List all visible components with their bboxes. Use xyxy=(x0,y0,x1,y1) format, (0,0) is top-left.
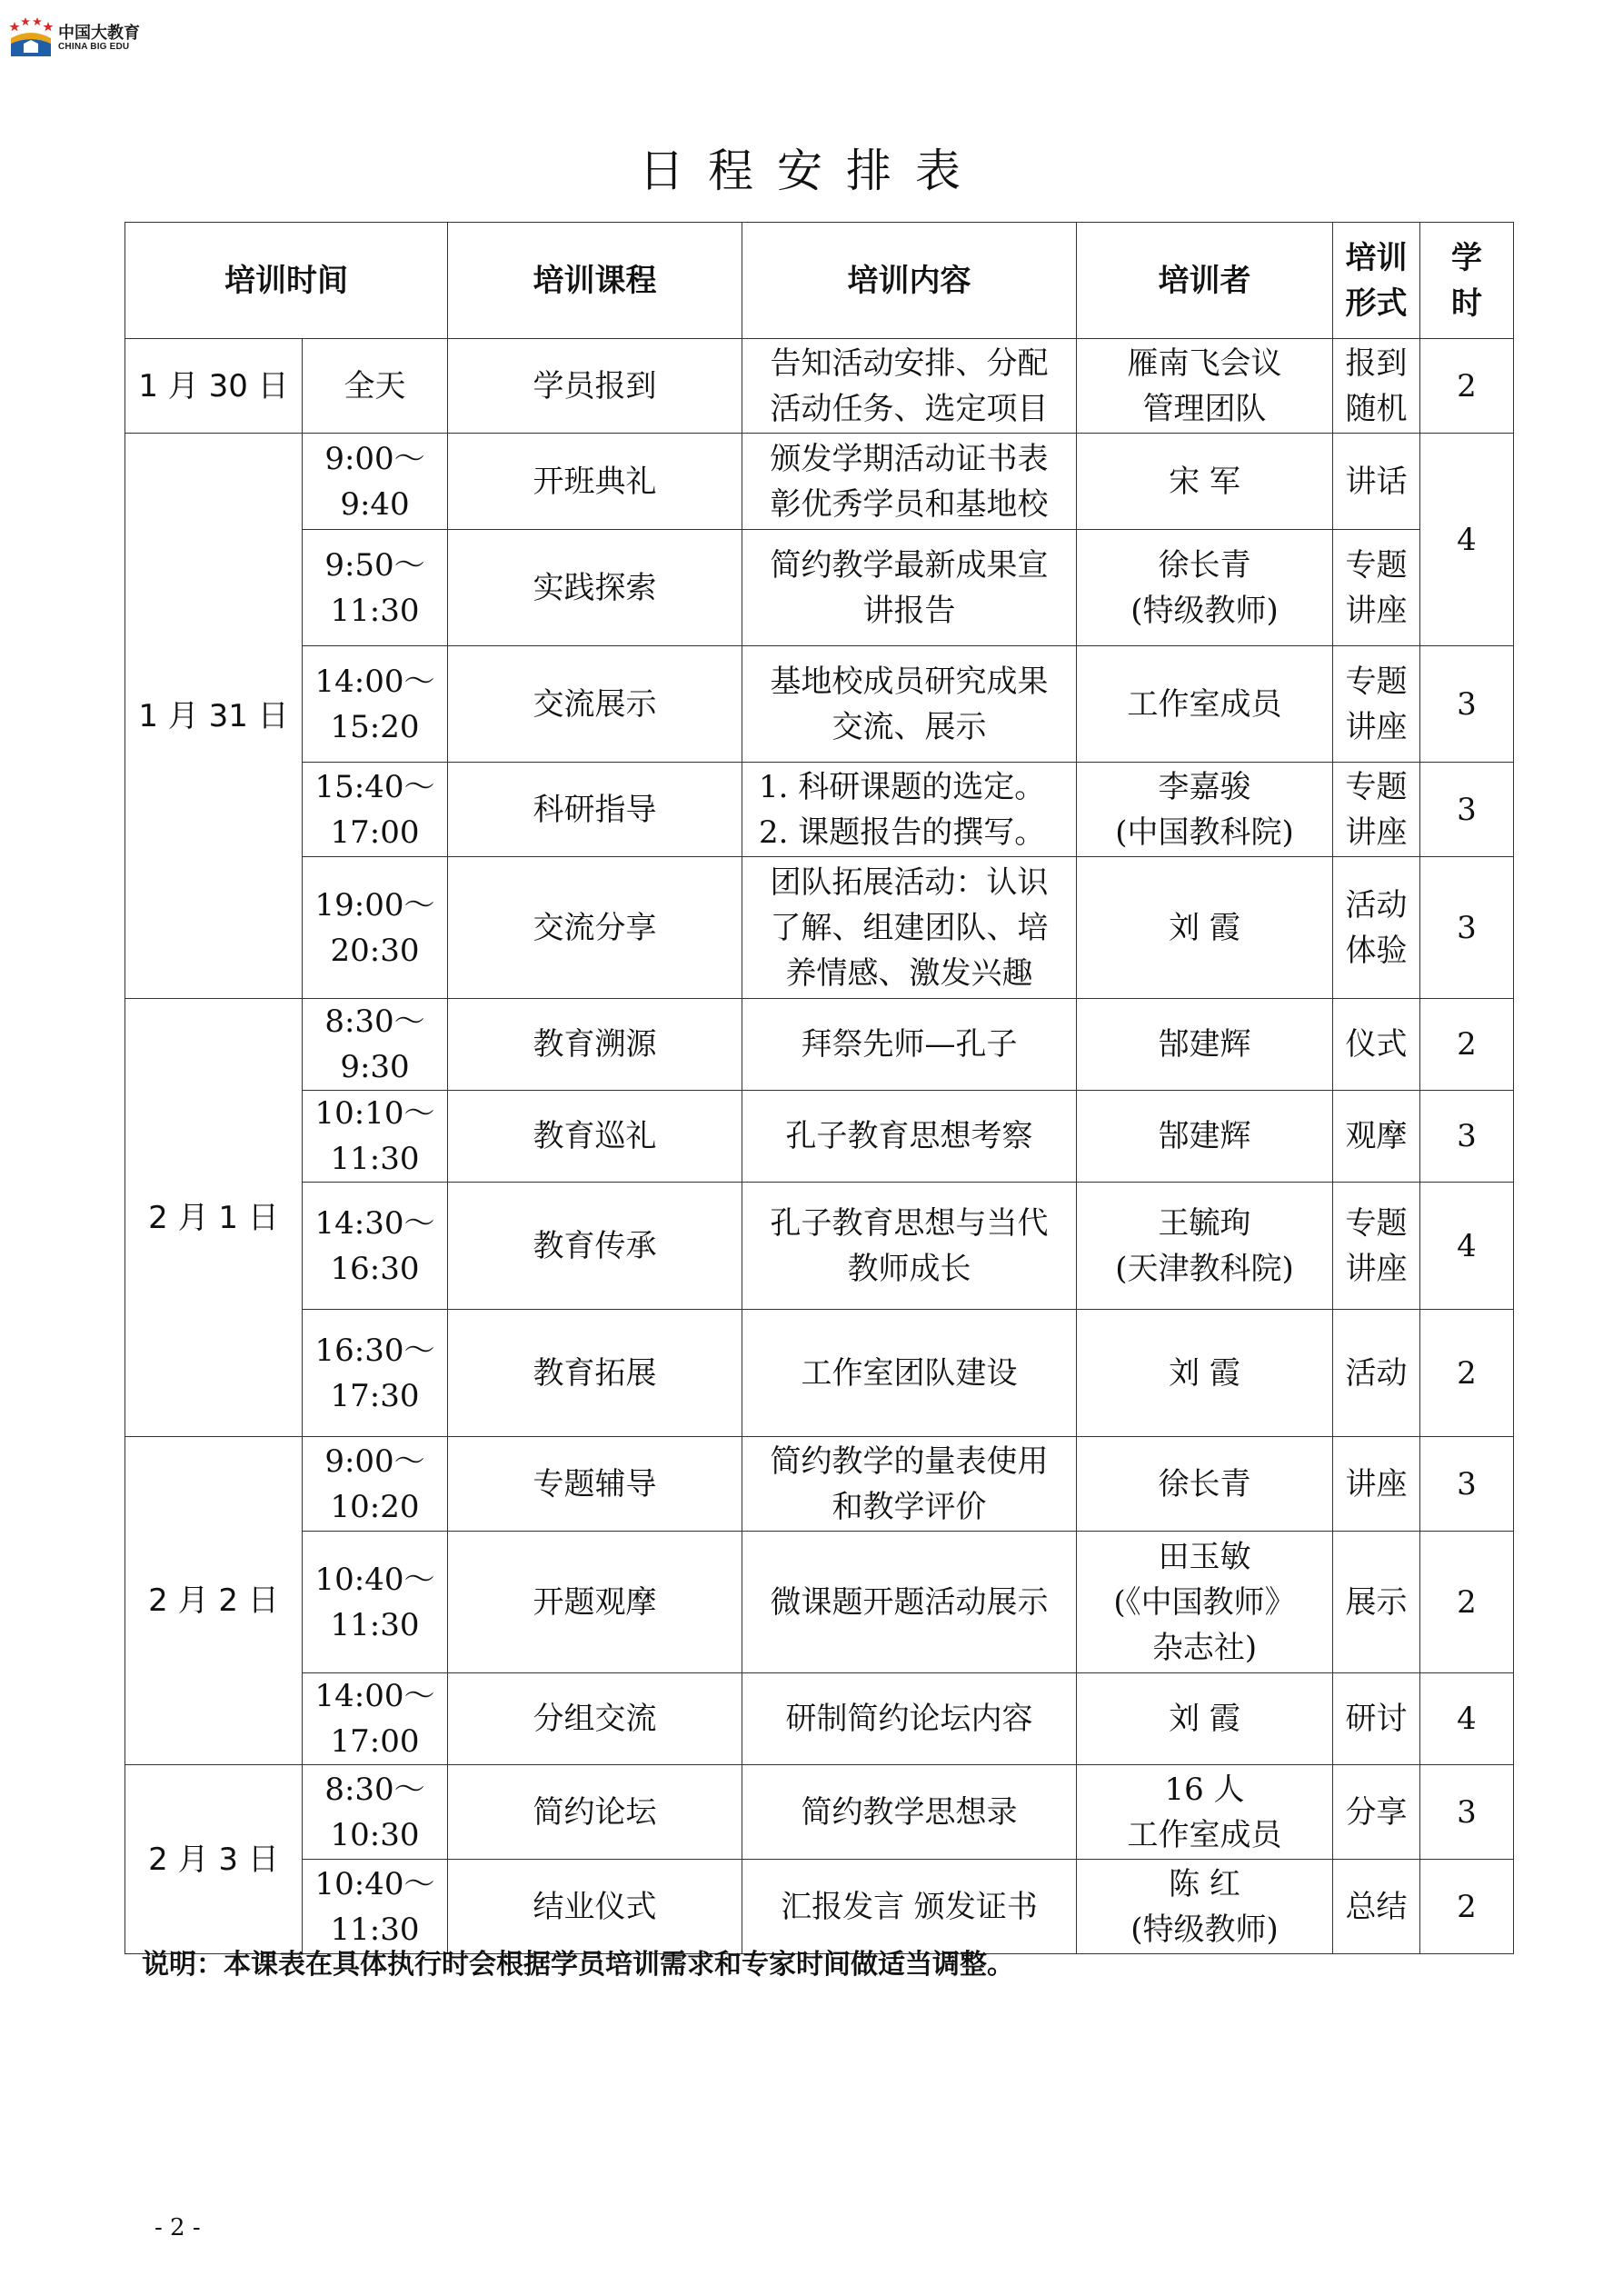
content-cell-line: 告知活动安排、分配 xyxy=(770,344,1049,382)
table-row xyxy=(125,1183,1514,1310)
hours-cell: 2 xyxy=(1420,1860,1514,1954)
time-cell xyxy=(303,646,448,763)
course-cell: 分组交流 xyxy=(448,1673,742,1765)
course-cell: 结业仪式 xyxy=(448,1860,742,1954)
trainer-cell-line: (《中国教师》 xyxy=(1113,1583,1296,1621)
content-cell xyxy=(742,999,1077,1091)
content-cell xyxy=(742,1183,1077,1310)
hours-cell: 4 xyxy=(1420,1183,1514,1310)
trainer-cell-line: 刘 霞 xyxy=(1169,909,1240,946)
table-row xyxy=(125,1532,1514,1673)
time-cell-line: 14:30～ xyxy=(314,1204,435,1242)
trainer-cell-line: (中国教科院) xyxy=(1115,814,1294,851)
content-cell xyxy=(742,1091,1077,1183)
form-cell-line: 仪式 xyxy=(1345,1026,1408,1063)
table-row xyxy=(125,530,1514,646)
header-hours-line: 学 xyxy=(1451,239,1482,276)
table-row xyxy=(125,1860,1514,1954)
table-row xyxy=(125,434,1514,530)
content-cell xyxy=(742,1437,1077,1532)
form-cell-line: 讲座 xyxy=(1345,1465,1408,1502)
hours-cell: 3 xyxy=(1420,646,1514,763)
content-cell xyxy=(742,1673,1077,1765)
trainer-cell-line: 郜建辉 xyxy=(1158,1118,1251,1154)
page-title: 日程安排表 xyxy=(639,145,984,197)
course-cell: 教育拓展 xyxy=(448,1310,742,1437)
trainer-cell xyxy=(1077,1860,1333,1954)
course-cell: 简约论坛 xyxy=(448,1765,742,1860)
form-cell xyxy=(1333,1437,1420,1532)
time-cell-line: 8:30～ xyxy=(324,1003,425,1040)
trainer-cell-line: 郜建辉 xyxy=(1158,1026,1251,1063)
header-form-line: 培训 xyxy=(1345,239,1408,276)
course-cell: 专题辅导 xyxy=(448,1437,742,1532)
content-cell xyxy=(742,763,1077,857)
trainer-cell-line: 刘 霞 xyxy=(1169,1701,1240,1737)
table-row xyxy=(125,1437,1514,1532)
trainer-cell xyxy=(1077,763,1333,857)
content-cell-line: 拜祭先师—孔子 xyxy=(801,1026,1018,1063)
time-cell-line: 14:00～ xyxy=(314,663,435,700)
time-cell-line: 9:50～ xyxy=(324,546,425,584)
form-cell-line: 报到 xyxy=(1345,344,1408,382)
hours-cell: 3 xyxy=(1420,1765,1514,1860)
header-form-line: 形式 xyxy=(1345,285,1408,322)
time-cell xyxy=(303,1091,448,1183)
form-cell xyxy=(1333,857,1420,999)
time-cell xyxy=(303,1673,448,1765)
time-cell-line: 16:30～ xyxy=(314,1332,435,1369)
content-cell-line: 孔子教育思想与当代 xyxy=(770,1204,1049,1242)
course-cell: 教育溯源 xyxy=(448,999,742,1091)
content-cell xyxy=(742,1310,1077,1437)
trainer-cell xyxy=(1077,339,1333,434)
content-cell-line: 养情感、激发兴趣 xyxy=(785,954,1033,992)
content-cell xyxy=(742,857,1077,999)
header-hours-line: 时 xyxy=(1451,285,1482,322)
trainer-cell xyxy=(1077,434,1333,530)
time-cell-line: 17:30 xyxy=(330,1377,420,1414)
form-cell-line: 体验 xyxy=(1345,932,1408,969)
trainer-cell-line: 宋 军 xyxy=(1169,463,1240,500)
hours-cell: 3 xyxy=(1420,763,1514,857)
content-cell-line: 彰优秀学员和基地校 xyxy=(770,485,1049,523)
date-cell: 1 月 30 日 xyxy=(125,339,303,434)
time-cell-line: 10:30 xyxy=(330,1816,420,1853)
form-cell xyxy=(1333,1673,1420,1765)
trainer-cell xyxy=(1077,1765,1333,1860)
form-cell xyxy=(1333,1765,1420,1860)
trainer-cell xyxy=(1077,1532,1333,1673)
trainer-cell xyxy=(1077,1310,1333,1437)
table-row xyxy=(125,999,1514,1091)
form-cell-line: 分享 xyxy=(1345,1793,1408,1831)
form-cell-line: 专题 xyxy=(1345,663,1408,700)
time-cell-line: 17:00 xyxy=(330,1723,420,1760)
content-cell-line: 教师成长 xyxy=(847,1250,971,1287)
form-cell xyxy=(1333,763,1420,857)
trainer-cell-line: 陈 红 xyxy=(1169,1865,1240,1902)
table-row xyxy=(125,1310,1514,1437)
trainer-cell-line: 工作室成员 xyxy=(1127,1816,1282,1853)
trainer-cell xyxy=(1077,999,1333,1091)
time-cell-line: 8:30～ xyxy=(324,1771,425,1808)
course-cell: 科研指导 xyxy=(448,763,742,857)
trainer-cell-line: 徐长青 xyxy=(1158,1465,1251,1502)
content-cell-line: 汇报发言 颁发证书 xyxy=(781,1888,1038,1925)
header-course: 培训课程 xyxy=(448,223,742,339)
time-cell-line: 全天 xyxy=(344,367,406,404)
content-cell xyxy=(742,1765,1077,1860)
content-cell-line: 微课题开题活动展示 xyxy=(770,1583,1049,1621)
trainer-cell-line: 管理团队 xyxy=(1142,390,1267,427)
content-cell-line: 简约教学最新成果宣 xyxy=(770,546,1049,584)
hours-cell: 4 xyxy=(1420,434,1514,646)
time-cell-line: 15:20 xyxy=(330,708,420,745)
trainer-cell-line: 16 人 xyxy=(1164,1771,1245,1808)
table-row xyxy=(125,1091,1514,1183)
header-trainer: 培训者 xyxy=(1077,223,1333,339)
form-cell-line: 讲座 xyxy=(1345,708,1408,745)
hours-cell: 2 xyxy=(1420,999,1514,1091)
trainer-cell xyxy=(1077,1091,1333,1183)
trainer-cell-line: 雁南飞会议 xyxy=(1127,344,1282,382)
logo-mark-icon xyxy=(7,16,55,58)
form-cell-line: 展示 xyxy=(1345,1583,1408,1621)
content-cell-line: 活动任务、选定项目 xyxy=(770,390,1049,427)
trainer-cell-line: 杂志社) xyxy=(1151,1629,1258,1666)
time-cell-line: 17:00 xyxy=(330,814,420,851)
form-cell-line: 研讨 xyxy=(1345,1701,1408,1737)
schedule-table xyxy=(124,222,1514,1954)
time-cell xyxy=(303,999,448,1091)
time-cell-line: 16:30 xyxy=(330,1250,420,1287)
time-cell-line: 11:30 xyxy=(330,592,420,629)
logo-name-cn: 中国大教育 xyxy=(58,24,140,43)
form-cell-line: 活动 xyxy=(1345,886,1408,923)
hours-cell: 3 xyxy=(1420,1437,1514,1532)
content-cell-line: 和教学评价 xyxy=(831,1488,987,1525)
form-cell xyxy=(1333,1183,1420,1310)
table-row xyxy=(125,1673,1514,1765)
form-cell xyxy=(1333,646,1420,763)
hours-cell: 2 xyxy=(1420,1532,1514,1673)
form-cell-line: 活动 xyxy=(1345,1354,1408,1392)
date-cell: 2 月 2 日 xyxy=(125,1437,303,1765)
trainer-cell-line: 刘 霞 xyxy=(1169,1354,1240,1392)
table-row xyxy=(125,857,1514,999)
time-cell-line: 11:30 xyxy=(330,1606,420,1643)
content-cell xyxy=(742,1860,1077,1954)
time-cell-line: 20:30 xyxy=(330,932,420,969)
date-cell: 2 月 3 日 xyxy=(125,1765,303,1954)
trainer-cell-line: 王毓珣 xyxy=(1158,1204,1251,1242)
course-cell: 交流分享 xyxy=(448,857,742,999)
time-cell-line: 10:10～ xyxy=(314,1095,435,1132)
time-cell-line: 9:30 xyxy=(340,1049,410,1085)
table-row xyxy=(125,1765,1514,1860)
form-cell-line: 随机 xyxy=(1345,390,1408,427)
form-cell-line: 专题 xyxy=(1345,768,1408,805)
form-cell-line: 总结 xyxy=(1345,1888,1408,1925)
content-cell-line: 基地校成员研究成果 xyxy=(770,663,1049,700)
content-cell-line: 1. 科研课题的选定。 xyxy=(759,768,1046,805)
trainer-cell-line: 徐长青 xyxy=(1158,546,1251,584)
time-cell xyxy=(303,1765,448,1860)
content-cell-line: 团队拓展活动：认识 xyxy=(770,863,1049,901)
time-cell xyxy=(303,530,448,646)
trainer-cell-line: 李嘉骏 xyxy=(1158,768,1251,805)
time-cell-line: 11:30 xyxy=(330,1141,420,1177)
trainer-cell xyxy=(1077,530,1333,646)
time-cell xyxy=(303,339,448,434)
time-cell-line: 10:40～ xyxy=(314,1561,435,1598)
footnote: 说明：本课表在具体执行时会根据学员培训需求和专家时间做适当调整。 xyxy=(142,1949,1014,1981)
trainer-cell-line: (特级教师) xyxy=(1130,592,1279,629)
form-cell-line: 讲话 xyxy=(1345,463,1408,500)
trainer-cell xyxy=(1077,1437,1333,1532)
time-cell xyxy=(303,1860,448,1954)
hours-cell: 3 xyxy=(1420,1091,1514,1183)
content-cell-line: 孔子教育思想考察 xyxy=(785,1118,1033,1154)
course-cell: 交流展示 xyxy=(448,646,742,763)
content-cell-line: 2. 课题报告的撰写。 xyxy=(759,814,1046,851)
trainer-cell-line: 工作室成员 xyxy=(1127,685,1282,723)
course-cell: 开班典礼 xyxy=(448,434,742,530)
time-cell-line: 9:40 xyxy=(340,485,410,523)
course-cell: 教育传承 xyxy=(448,1183,742,1310)
time-cell-line: 9:00～ xyxy=(324,1442,425,1480)
time-cell xyxy=(303,434,448,530)
time-cell-line: 19:00～ xyxy=(314,886,435,923)
form-cell xyxy=(1333,1532,1420,1673)
trainer-cell xyxy=(1077,857,1333,999)
form-cell xyxy=(1333,1310,1420,1437)
content-cell xyxy=(742,530,1077,646)
table-header-row xyxy=(125,223,1514,339)
header-content: 培训内容 xyxy=(742,223,1077,339)
hours-cell: 4 xyxy=(1420,1673,1514,1765)
header-form xyxy=(1333,223,1420,339)
content-cell-line: 工作室团队建设 xyxy=(801,1354,1018,1392)
course-cell: 实践探索 xyxy=(448,530,742,646)
hours-cell: 2 xyxy=(1420,1310,1514,1437)
form-cell-line: 讲座 xyxy=(1345,814,1408,851)
trainer-cell-line: (天津教科院) xyxy=(1115,1250,1294,1287)
table-row xyxy=(125,646,1514,763)
content-cell-line: 简约教学思想录 xyxy=(801,1793,1018,1831)
date-cell: 1 月 31 日 xyxy=(125,434,303,999)
content-cell xyxy=(742,1532,1077,1673)
form-cell xyxy=(1333,1860,1420,1954)
content-cell xyxy=(742,434,1077,530)
hours-cell: 3 xyxy=(1420,857,1514,999)
content-cell-line: 颁发学期活动证书表 xyxy=(770,440,1049,477)
page-number: - 2 - xyxy=(154,2214,201,2241)
course-cell: 学员报到 xyxy=(448,339,742,434)
form-cell xyxy=(1333,434,1420,530)
time-cell xyxy=(303,857,448,999)
course-cell: 教育巡礼 xyxy=(448,1091,742,1183)
time-cell-line: 15:40～ xyxy=(314,768,435,805)
form-cell-line: 专题 xyxy=(1345,1204,1408,1242)
form-cell-line: 讲座 xyxy=(1345,1250,1408,1287)
form-cell-line: 观摩 xyxy=(1345,1118,1408,1154)
time-cell-line: 10:40～ xyxy=(314,1865,435,1902)
form-cell xyxy=(1333,999,1420,1091)
date-cell: 2 月 1 日 xyxy=(125,999,303,1437)
logo xyxy=(7,16,171,58)
content-cell-line: 简约教学的量表使用 xyxy=(770,1442,1049,1480)
content-cell-line: 了解、组建团队、培 xyxy=(770,909,1049,946)
logo-name-en: CHINA BIG EDU xyxy=(58,42,130,52)
trainer-cell xyxy=(1077,1673,1333,1765)
table-row xyxy=(125,339,1514,434)
form-cell xyxy=(1333,530,1420,646)
form-cell-line: 讲座 xyxy=(1345,592,1408,629)
time-cell xyxy=(303,1310,448,1437)
time-cell-line: 10:20 xyxy=(330,1488,420,1525)
content-cell xyxy=(742,339,1077,434)
trainer-cell xyxy=(1077,1183,1333,1310)
time-cell-line: 11:30 xyxy=(330,1911,420,1948)
time-cell xyxy=(303,1183,448,1310)
time-cell xyxy=(303,1437,448,1532)
time-cell-line: 9:00～ xyxy=(324,440,425,477)
content-cell-line: 研制简约论坛内容 xyxy=(785,1701,1033,1737)
table-row xyxy=(125,763,1514,857)
content-cell xyxy=(742,646,1077,763)
content-cell-line: 交流、展示 xyxy=(831,708,987,745)
time-cell xyxy=(303,763,448,857)
header-time: 培训时间 xyxy=(125,223,448,339)
trainer-cell-line: (特级教师) xyxy=(1130,1911,1279,1948)
time-cell-line: 14:00～ xyxy=(314,1678,435,1714)
trainer-cell xyxy=(1077,646,1333,763)
content-cell-line: 讲报告 xyxy=(862,592,956,629)
trainer-cell-line: 田玉敏 xyxy=(1158,1538,1251,1575)
course-cell: 开题观摩 xyxy=(448,1532,742,1673)
form-cell xyxy=(1333,339,1420,434)
header-hours xyxy=(1420,223,1514,339)
form-cell-line: 专题 xyxy=(1345,546,1408,584)
hours-cell: 2 xyxy=(1420,339,1514,434)
form-cell xyxy=(1333,1091,1420,1183)
time-cell xyxy=(303,1532,448,1673)
